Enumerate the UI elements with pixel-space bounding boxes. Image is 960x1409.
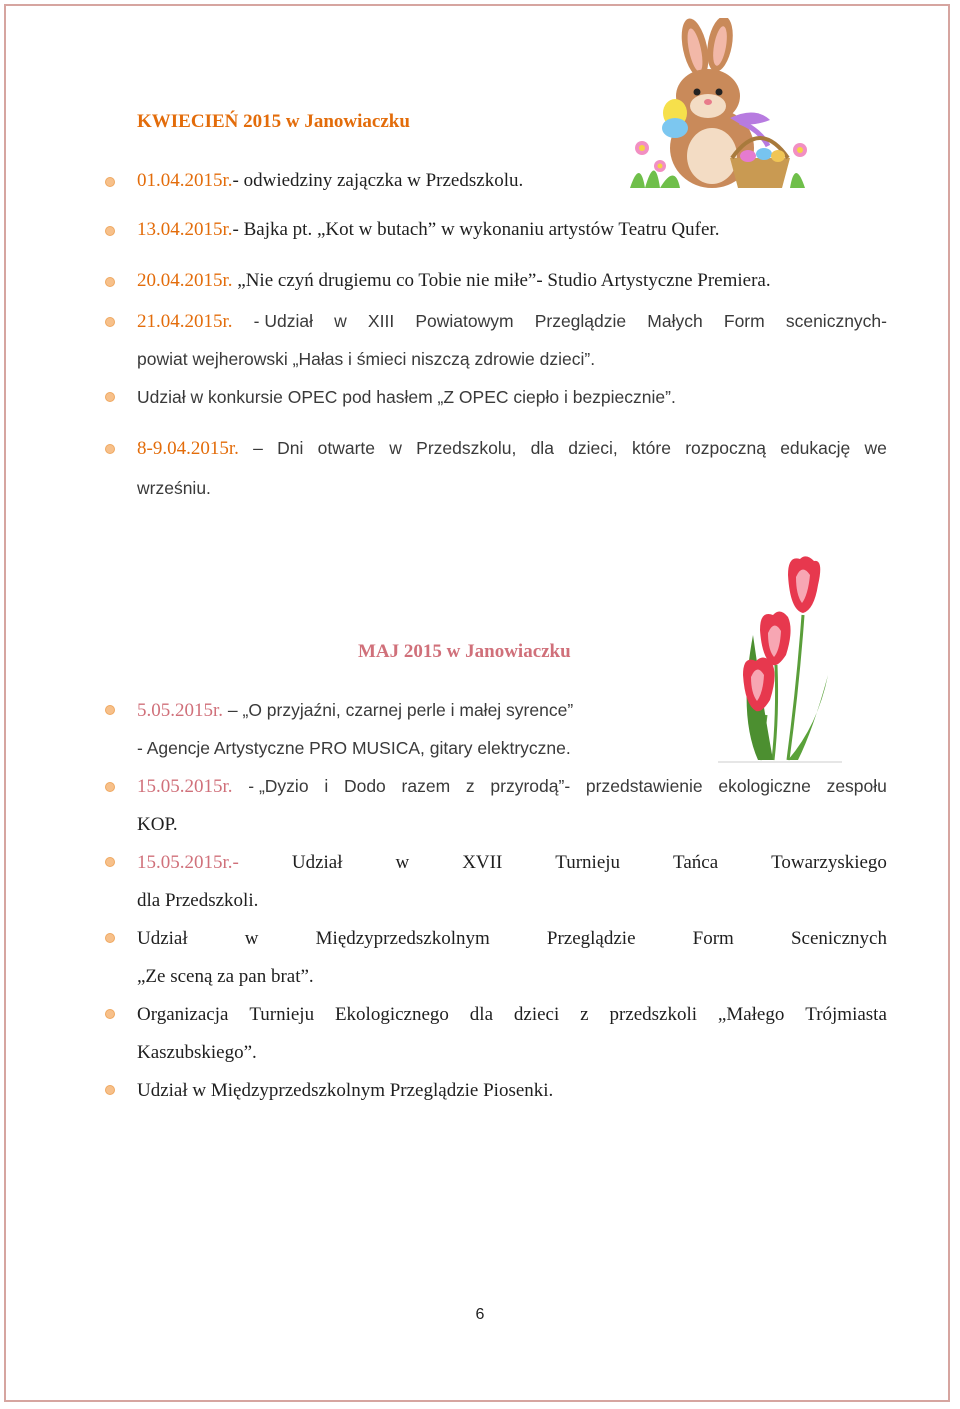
may-item-3	[137, 852, 887, 874]
april-heading: KWIECIEŃ 2015 w Janowiaczku	[137, 111, 410, 132]
item-date: 15.05.2015r.	[137, 776, 233, 797]
item-word: otwarte	[317, 438, 375, 458]
tulips-illustration	[718, 555, 842, 765]
may-heading: MAJ 2015 w Janowiaczku	[358, 641, 571, 662]
april-item-5: Udział w konkursie OPEC pod hasłem „Z OPEC ciepło i bezpiecznie”.	[137, 387, 676, 407]
may-item-2	[137, 776, 887, 798]
item-word: z	[465, 776, 475, 796]
item-word: Powiatowym	[415, 311, 514, 331]
item-word: XVII	[462, 852, 503, 873]
april-item-4-cont: powiat wejherowski „Hałas i śmieci niszczą zdrowie dzieci”.	[137, 349, 596, 369]
item-text: - odwiedziny zajączka w Przedszkolu.	[232, 170, 524, 191]
page-number: 6	[475, 1306, 485, 1323]
item-word: w	[334, 311, 347, 331]
item-date: 21.04.2015r.	[137, 311, 233, 332]
item-word: XIII	[367, 311, 395, 331]
item-word: Turnieju	[249, 1004, 315, 1025]
item-word: Scenicznych	[790, 928, 887, 949]
may-item-5	[137, 1004, 887, 1026]
item-word: Udział	[137, 928, 188, 949]
item-date: 13.04.2015r.	[137, 219, 233, 240]
item-word: dla	[469, 1004, 494, 1025]
item-word: razem	[401, 776, 451, 796]
item-word: Małych	[647, 311, 703, 331]
item-word: Form	[692, 928, 734, 949]
item-word: Turnieju	[555, 852, 621, 873]
item-word: we	[864, 438, 887, 458]
item-word: Towarzyskiego	[771, 852, 887, 873]
may-item-5-cont: Kaszubskiego”.	[137, 1042, 257, 1063]
april-item-1	[137, 170, 523, 192]
item-word: które	[632, 438, 671, 458]
item-word: ekologiczne	[718, 776, 811, 796]
item-word: w	[389, 438, 402, 458]
item-date: 20.04.2015r.	[137, 270, 233, 291]
may-item-1	[137, 700, 573, 722]
bullet-icon	[106, 1086, 114, 1094]
bullet-icon	[106, 858, 114, 866]
bullet-icon	[106, 278, 114, 286]
item-word: Dodo	[343, 776, 386, 796]
item-word: w	[244, 928, 259, 949]
item-text: - Bajka pt. „Kot w butach” w wykonaniu artystów Teatru Qufer.	[232, 219, 720, 240]
april-item-3	[137, 270, 771, 292]
item-word: Przeglądzie	[546, 928, 636, 949]
item-word: –	[253, 438, 263, 458]
april-item-6	[137, 438, 887, 460]
item-date: 5.05.2015r.	[137, 700, 224, 721]
item-word: dzieci	[513, 1004, 560, 1025]
bullet-icon	[106, 393, 114, 401]
item-word: Form	[723, 311, 765, 331]
may-item-3-cont: dla Przedszkoli.	[137, 890, 259, 911]
bullet-icon	[106, 318, 114, 326]
item-date: 8-9.04.2015r.	[137, 438, 239, 459]
bullet-icon	[106, 445, 114, 453]
bullet-icon	[106, 706, 114, 714]
item-word: Udział	[291, 852, 343, 873]
may-item-4	[137, 928, 887, 950]
item-date: 15.05.2015r.-	[137, 852, 239, 873]
item-text: – „O przyjaźni, czarnej perle i małej syrence”	[223, 700, 574, 720]
item-word: Przeglądzie	[534, 311, 627, 331]
april-item-2	[137, 219, 719, 241]
item-word: Przedszkolu,	[416, 438, 517, 458]
item-word: dla	[530, 438, 554, 458]
april-item-6-cont: wrześniu.	[137, 478, 211, 498]
item-word: zespołu	[826, 776, 887, 796]
item-word: przedstawienie	[585, 776, 703, 796]
item-word: przedszkoli	[609, 1004, 698, 1025]
item-word: dzieci,	[568, 438, 618, 458]
item-word: Tańca	[673, 852, 719, 873]
may-item-1-cont: - Agencje Artystyczne PRO MUSICA, gitary elektryczne.	[137, 738, 571, 758]
bullet-icon	[106, 934, 114, 942]
item-word: rozpoczną	[685, 438, 766, 458]
may-item-2-cont: KOP.	[137, 814, 178, 835]
bullet-icon	[106, 178, 114, 186]
item-word: Dni	[277, 438, 304, 458]
item-word: scenicznych-	[785, 311, 887, 331]
item-word: z	[580, 1004, 589, 1025]
item-word: Międzyprzedszkolnym	[315, 928, 490, 949]
bullet-icon	[106, 227, 114, 235]
item-word: Organizacja	[137, 1004, 229, 1025]
item-word: - Udział	[253, 311, 313, 331]
bullet-icon	[106, 783, 114, 791]
item-word: - „Dyzio	[248, 776, 309, 796]
item-word: Trójmiasta	[805, 1004, 887, 1025]
item-word: „Małego	[717, 1004, 785, 1025]
april-item-4	[137, 311, 887, 333]
item-word: edukację	[780, 438, 851, 458]
item-word: i	[324, 776, 329, 796]
item-word: w	[395, 852, 410, 873]
item-word: Ekologicznego	[334, 1004, 449, 1025]
item-word: przyrodą”-	[490, 776, 571, 796]
bullet-icon	[106, 1010, 114, 1018]
may-item-6: Udział w Międzyprzedszkolnym Przeglądzie Piosenki.	[137, 1080, 554, 1101]
item-text: „Nie czyń drugiemu co Tobie nie miłe”- Studio Artystyczne Premiera.	[232, 270, 771, 291]
may-item-4-cont: „Ze sceną za pan brat”.	[137, 966, 314, 987]
easter-bunny-illustration	[620, 18, 820, 198]
item-date: 01.04.2015r.	[137, 170, 233, 191]
